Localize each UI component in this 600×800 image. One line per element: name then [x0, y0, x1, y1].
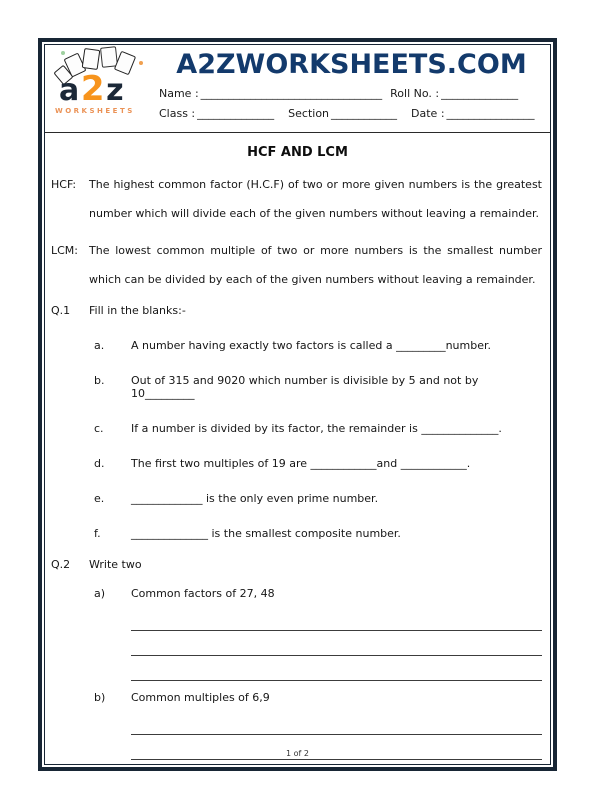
q1-item-b-label: b. [94, 374, 105, 387]
section-label: Section [288, 107, 330, 120]
answer-line [131, 760, 542, 765]
q1-item-c-text: If a number is divided by its factor, the remainder is ______________. [131, 422, 502, 435]
logo-dot [139, 61, 143, 65]
class-section-date-row [159, 107, 544, 120]
q2-item-a-answer-lines [51, 606, 544, 681]
logo-letter-2: 2 [80, 69, 103, 109]
worksheet-page-inner-border [44, 44, 551, 765]
logo-dot [61, 51, 65, 55]
q2-item-b [51, 691, 544, 704]
q1-item-a [51, 339, 544, 352]
paper-sheet-icon [82, 48, 101, 70]
question-2-number: Q.2 [51, 558, 71, 571]
q2-item-a-text: Common factors of 27, 48 [131, 587, 275, 600]
q1-item-d-text: The first two multiples of 19 are ____________and ____________. [131, 457, 471, 470]
logo-text [59, 69, 122, 109]
class-label: Class : [159, 107, 196, 120]
roll-label: Roll No. : [390, 87, 440, 100]
q1-item-a-text: A number having exactly two factors is called a _________number. [131, 339, 492, 352]
q1-item-e-text: _____________ is the only even prime number. [131, 492, 379, 505]
date-label: Date : [411, 107, 445, 120]
hcf-definition [51, 170, 544, 228]
q2-item-a [51, 587, 544, 600]
question-1-prompt: Fill in the blanks:- [89, 304, 186, 317]
logo-wordmark: WORKSHEETS [55, 107, 135, 115]
q1-item-c [51, 422, 544, 435]
section-blank: ____________ [331, 107, 398, 120]
question-1 [51, 304, 544, 317]
answer-line [131, 710, 542, 735]
q1-item-f [51, 527, 544, 540]
q1-item-a-label: a. [94, 339, 105, 352]
q1-item-e-label: e. [94, 492, 105, 505]
name-roll-row [159, 87, 544, 100]
answer-line [131, 606, 542, 631]
name-label: Name : [159, 87, 199, 100]
q1-item-f-text: ______________ is the smallest composite number. [131, 527, 401, 540]
roll-blank: ______________ [441, 87, 519, 100]
question-2 [51, 558, 544, 571]
date-blank: ________________ [446, 107, 535, 120]
worksheet-title: HCF AND LCM [247, 145, 348, 160]
header-right [153, 47, 544, 128]
worksheet-header [45, 45, 550, 133]
class-blank: ______________ [197, 107, 275, 120]
q2-item-b-label: b) [94, 691, 106, 704]
hcf-label: HCF: [51, 178, 77, 191]
question-2-prompt: Write two [89, 558, 142, 571]
lcm-text: The lowest common multiple of two or more numbers is the smallest number which can be divided by each of the given numbers without leaving a remainder. [89, 244, 542, 286]
question-1-number: Q.1 [51, 304, 71, 317]
q1-item-e [51, 492, 544, 505]
worksheet-content [45, 133, 550, 765]
page-indicator: 1 of 2 [286, 749, 309, 758]
q1-item-d [51, 457, 544, 470]
q1-item-d-label: d. [94, 457, 105, 470]
logo-letter-z: z [106, 73, 122, 108]
q2-item-b-text: Common multiples of 6,9 [131, 691, 270, 704]
q1-item-f-label: f. [94, 527, 101, 540]
hcf-text: The highest common factor (H.C.F) of two or more given numbers is the greatest number which will divide each of the given numbers without leaving a remainder. [89, 178, 542, 220]
a2z-logo [53, 47, 153, 128]
logo-letter-a: a [59, 73, 78, 108]
q1-item-b-text: Out of 315 and 9020 which number is divisible by 5 and not by 10_________ [131, 374, 479, 400]
answer-line [131, 631, 542, 656]
site-title: A2ZWORKSHEETS.COM [176, 49, 527, 80]
lcm-label: LCM: [51, 244, 79, 257]
worksheet-page-frame [38, 38, 557, 771]
name-blank: _________________________________ [200, 87, 383, 100]
q1-item-b [51, 374, 544, 400]
answer-line [131, 656, 542, 681]
q2-item-a-label: a) [94, 587, 106, 600]
q1-item-c-label: c. [94, 422, 104, 435]
lcm-definition [51, 236, 544, 294]
